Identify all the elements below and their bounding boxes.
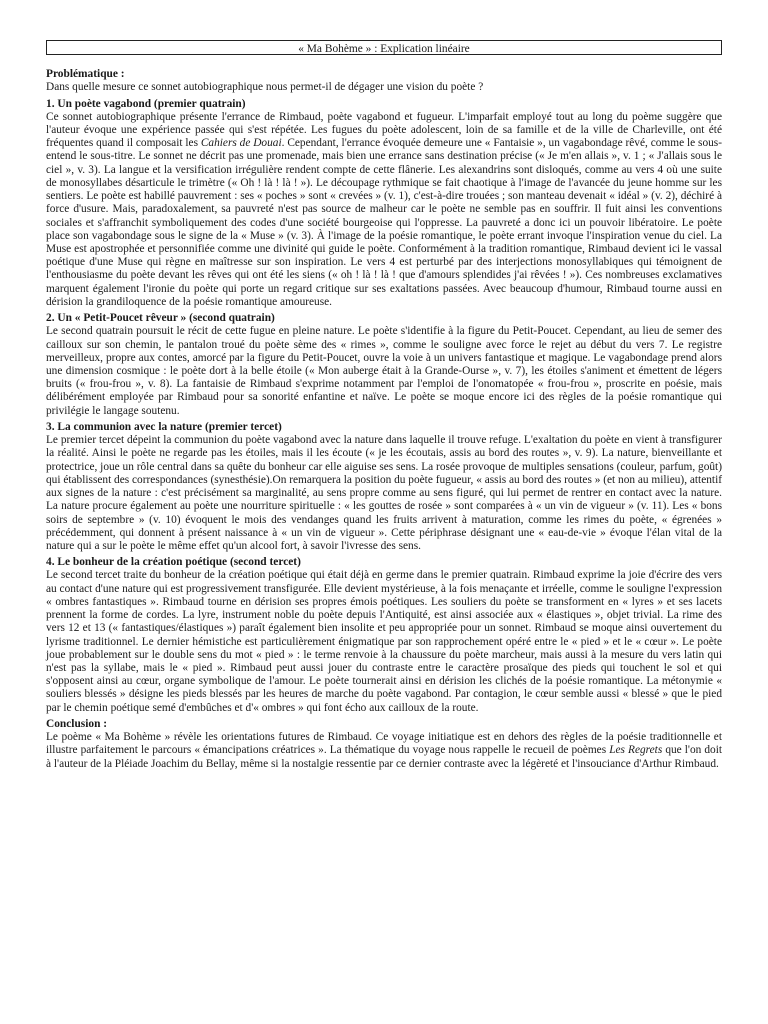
- problematique-text: Dans quelle mesure ce sonnet autobiographique nous permet-il de dégager une vision du poète ?: [46, 81, 484, 94]
- section-1-italic-title: Cahiers de Douai: [200, 137, 282, 150]
- section-4-paragraph: Le second tercet traite du bonheur de la création poétique qui était déjà en germe dans le premier quatrain. Rimbaud exprime la joie d'écrire des vers au contact d'une nature qui est progressivement transfigurée. Elle devient mystérieuse, à la fois menaçante et irréelle, comme le souligne l'expression « ombres fantastiques ». Rimbaud tourne en dérision ses propres émois poétiques. Les souliers du poète se transforment en « lyres » et ses lacets prennent la forme de cordes. La lyre, instrument noble du poète depuis l'Antiquité, est ainsi associée aux « élastiques », objet trivial. La rime des vers 12 et 13 (« fantastiques/élastiques ») paraît également bien insolite et peu appropriée pour un sonnet. Rimbaud se moque ainsi ouvertement du lyrisme traditionnel. Le dernier hémistiche est particulièrement énigmatique par son rapprochement opéré entre le « pied » et le « cœur ». Le poète joue probablement sur le double sens du mot « pied » : le terme renvoie à la chaussure du poète marcheur, mais aussi à la mesure du vers latin qui n'est pas la syllabe, mais le « pied ». Rimbaud peut aussi jouer du contraste entre le caractère prosaïque des pieds qui touchent le sol et qui s'opposent ainsi au cœur, organe symbolique de l'amour. Le poète tournerait ainsi en dérision les clichés de la poésie romantique. La métonymie « souliers blessés » désigne les pieds blessés par les heures de marche du poète vagabond. Par contagion, le cœur semble aussi « blessé » que le pied par le chemin poétique semé d'embûches et d'« ombres » qui font écho aux cailloux de la route.: [46, 569, 722, 714]
- conclusion-paragraph: [46, 731, 722, 771]
- section-1: [46, 98, 722, 310]
- conclusion-heading: Conclusion :: [46, 717, 108, 730]
- problematique-heading: Problématique :: [46, 68, 125, 80]
- section-2: [46, 312, 722, 418]
- section-3-paragraph: Le premier tercet dépeint la communion du poète vagabond avec la nature dans laquelle il trouve refuge. L'exaltation du poète en vient à transfigurer la réalité. Ainsi le poète ne regarde pas les étoiles, mais il les écoute (« je les écoutais, assis au bord des routes », v. 9). La nature, bienveillante et protectrice, joue un rôle central dans sa quête du bonheur car elle aiguise ses sens. La rosée provoque de multiples sensations (couleur, parfum, goût) qui établissent des correspondances (synesthésie).On remarquera la position du poète fugueur, « assis au bord des routes » (et non au milieu), attentif aux signes de la nature : c'est précisément sa marginalité, au sens propre comme au sens figuré, qui lui permet de rentrer en contact avec la nature. La nature procure également au poète une nourriture spirituelle : « les gouttes de rosée » sont comparées à « un vin de vigueur » (v. 11). Les « bons soirs de septembre » (v. 10) évoquent le mois des vendanges quand les fruits arrivent à maturation, comme les rimes du poète, « égrenées » précédemment, qui donnent à présent naissance à « un vin de vigueur ». Cette périphrase désignant une « eau-de-vie » évoque l'élan vital de la nature qui a sur le poète le même effet qu'un alcool fort, à savoir l'ivresse des sens.: [46, 434, 722, 552]
- section-2-heading: 2. Un « Petit-Poucet rêveur » (second quatrain): [46, 312, 275, 325]
- section-2-paragraph: Le second quatrain poursuit le récit de cette fugue en pleine nature. Le poète s'identifie à la figure du Petit-Poucet. Cependant, au lieu de semer des cailloux sur son chemin, le pantalon troué du poète sème des « rimes », comme le souligne avec force le rejet au début du vers 7. Le registre merveilleux, propre aux contes, amorcé par la figure du Petit-Poucet, ouvre la voie à un univers fantastique et magique. Le vagabondage prend alors une dimension cosmique : le poète dort à la belle étoile (« Mon auberge était à la Grande-Ourse », v. 7), les étoiles s'animent et émettent de légers bruits (« frou-frou », v. 8). La fantaisie de Rimbaud s'exprime notamment par l'emploi de l'onomatopée « frou-frou », proscrite en poésie, mais délibérément employée par Rimbaud pour sa sonorité enfantine et naïve. Le poète se moque encore ici des règles de la poésie romantique qui privilégie le langage soutenu.: [46, 325, 722, 417]
- conclusion-text-b: que l'on doit à l'auteur de la Pléiade Joachim du Bellay, même si la nostalgie ressentie par ce dernier contraste avec la légèreté et l'insouciance d'Arthur Rimbaud.: [46, 744, 723, 770]
- section-4: [46, 556, 722, 715]
- page-title: « Ma Bohème » : Explication linéaire: [46, 40, 722, 55]
- conclusion-text-a: Le poème « Ma Bohème » révèle les orientations futures de Rimbaud. Ce voyage initiatique est en dehors des règles de la poésie traditionnelle et illustre parfaitement le parcours « émancipations créatrices ». La thématique du voyage nous rappelle le recueil de poèmes: [46, 731, 722, 757]
- conclusion-italic-title: Les Regrets: [609, 744, 663, 757]
- section-4-heading: 4. Le bonheur de la création poétique (second tercet): [46, 556, 301, 569]
- problematique-section: [46, 68, 722, 95]
- section-3-heading: 3. La communion avec la nature (premier tercet): [46, 420, 282, 433]
- section-1-paragraph: [46, 111, 722, 309]
- conclusion-section: [46, 718, 722, 771]
- section-1-text-a: Ce sonnet autobiographique présente l'errance de Rimbaud, poète vagabond et fugueur. L'imparfait employé tout au long du poème suggère que l'auteur évoque une expérience passée qui s'est répétée. Les fugues du poète adolescent, loin de sa famille et de la ville de Charleville, ont été fréquentes quand il composait les: [46, 110, 722, 150]
- section-1-text-b: . Cependant, l'errance évoquée demeure une « Fantaisie », un vagabondage rêvé, comme le sous-entend le sous-titre. Le sonnet ne décrit pas une promenade, mais bien une errance sans destination précise (« Je m'en allais », v. 1 ; « J'allais sous le ciel », v. 3). La langue et la versification irrégulière rendent compte de cette flânerie. Les alexandrins sont disloqués, comme au vers 4 où une suite de monosyllabes désarticule le trimètre (« Oh ! là ! là ! »). Le découpage rythmique se fait chaotique à l'image de l'avancée du jeune homme sur les sentiers. Le poète est habillé pauvrement : ses « poches » sont « crevées » (v. 1), c'est-à-dire trouées ; son manteau devenait « idéal » (v. 2), déchiré à force d'usure. Mais, paradoxalement, sa pauvreté n'est pas source de malheur car le poète ne semble pas en souffrir. Il fuit ainsi les conventions sociales et s'affranchit symboliquement des codes d'une société bourgeoise qui l'oppresse. La pauvreté a donc ici un pouvoir libératoire. Le poète place son vagabondage sous le signe de la « Muse » (v. 3). À l'image de la poésie romantique, le poète errant invoque l'inspiration venue du ciel. La Muse est apostrophée et personnifiée comme une divinité qui guide le poète. Conformément à la tradition romantique, Rimbaud devient ici le vassal poétique d'une Muse qui règne en maîtresse sur son inspiration. Le vers 4 est perturbé par des interjections monosyllabiques qui témoignent de l'enthousiasme du poète devant les rêves qui ont été les siens (« oh ! là ! là ! que d'amours splendides j'ai rêvées ! »). Ces nombreuses exclamatives marquent également l'ironie du poète qui porte un regard critique sur ses exaltations passées. Avec beaucoup d'humour, Rimbaud tourne aussi en dérision la grandiloquence de la poésie romantique amoureuse.: [46, 137, 722, 308]
- section-3: [46, 421, 722, 553]
- section-1-heading: 1. Un poète vagabond (premier quatrain): [46, 97, 246, 110]
